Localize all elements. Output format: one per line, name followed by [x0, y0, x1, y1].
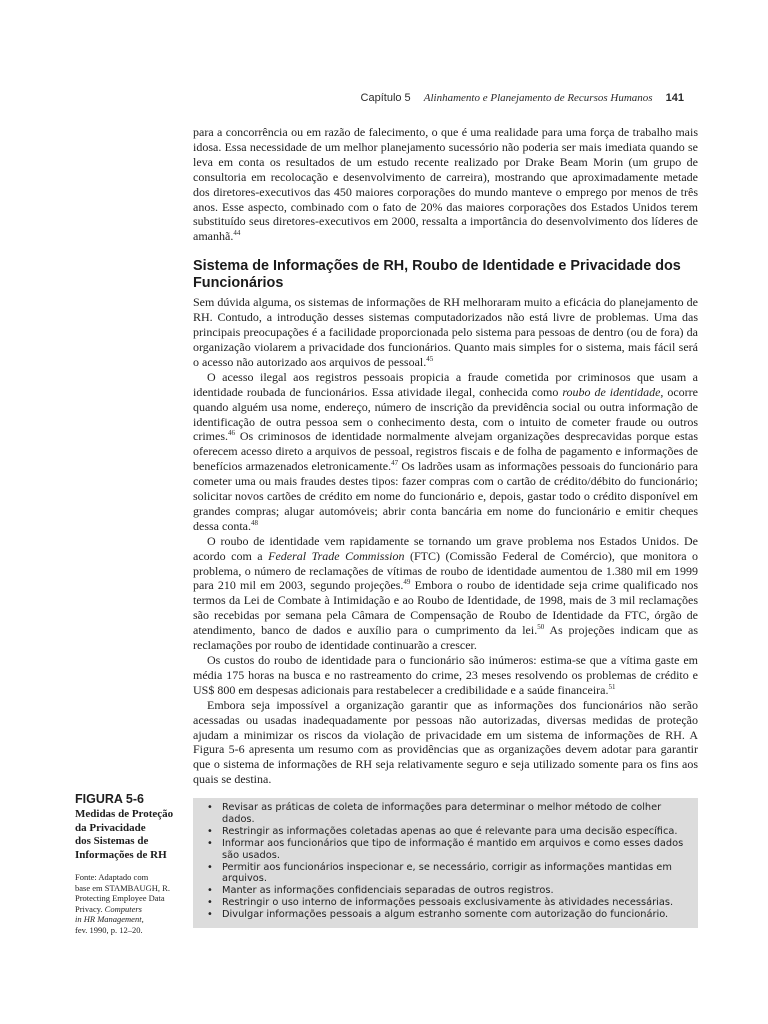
figure-source: Fonte: Adaptado com base em STAMBAUGH, R. Protecting Employee Data Privacy. Computers in HR Management, fev. 1990, p. 12–20. — [75, 872, 170, 935]
footnote-ref: 46 — [228, 429, 235, 438]
page-number: 141 — [665, 92, 684, 104]
footnote-ref: 47 — [391, 459, 399, 468]
list-item: • Restringir as informações coletadas apenas ao que é relevante para uma decisão específica. — [207, 825, 678, 837]
bullet-icon: • — [207, 825, 213, 837]
footnote-ref: 50 — [537, 623, 545, 632]
agency-name: Federal Trade Commission — [268, 548, 405, 563]
figure-caption — [75, 792, 193, 935]
section-paragraph-3: O roubo de identidade vem rapidamente se tornando um grave problema nos Estados Unidos. De acordo com a Federal Trade Commission (FTC) (Comissão Federal de Comércio), que monitora o problema, o número de reclamações de vítimas de roubo de identidade aumentou de 1.380 mil em 1999 para 210 mil em 2003, segundo projeções.$^{49}$ Embora o roubo de identidade seja crime qualificado nos termos da Lei de Combate à Intimidação e ao Roubo de Identidade, de 1998, mais de 3 mil reclamações são recebidas por semana pela Câmara de Compensação de Roubo de Identidade da FTC, órgão de atendimento, banco de dados e auxílio para o cumprimento da lei.$^{50}$ As projeções indicam que as reclamações por roubo de identidade continuarão a crescer. — [193, 533, 699, 653]
section-heading: Sistema de Informações de RH, Roubo de Identidade e Privacidade dos Funcionários — [193, 258, 681, 291]
running-header — [361, 92, 684, 104]
figure-box — [193, 798, 698, 928]
body-text — [193, 125, 698, 787]
bullet-icon: • — [207, 909, 213, 921]
emphasized-term: roubo de identidade — [562, 384, 661, 399]
bullet-icon: • — [207, 861, 213, 873]
footnote-ref: 51 — [608, 682, 616, 691]
bullet-icon: • — [207, 885, 213, 897]
chapter-label: Capítulo 5 — [360, 92, 411, 104]
figure-label: FIGURA 5-6 — [75, 792, 144, 806]
section-paragraph-2: O acesso ilegal aos registros pessoais propicia a fraude cometida por criminosos que usam a identidade roubada de funcionários. Essa atividade ilegal, conhecida como roubo de identidade, ocorre quando alguém usa nome, endereço, número de inscrição da previdência social ou outra informação de identificação de outra pessoa sem o conhecimento desta, com o intuito de cometer fraude ou outros crimes.$^{46}$ Os criminosos de identidade normalmente alvejam organizações desprecavidas porque estas oferecem acesso direto a arquivos de pessoal, registros fiscais e de folha de pagamento e informações de benefícios armazenados eletronicamente.$^{47}$ Os ladrões usam as informações pessoais do funcionário para cometer uma ou mais fraudes destes tipos: fazer compras com o cartão de crédito/débito do funcionário; solicitar novos cartões de crédito em nome do funcionário e, depois, gastar todo o crédito disponível em grandes compras; alugar automóveis; abrir conta bancária em nome do funcionário e emitir cheques dessa conta.$^{48}$ — [193, 369, 699, 533]
footnote-ref: 49 — [403, 578, 411, 587]
list-item: • Permitir aos funcionários inspecionar e, se necessário, corrigir as informações mantidas em arquivos. — [207, 861, 672, 885]
privacy-measures-list — [205, 802, 686, 921]
section-paragraph-5: Embora seja impossível a organização garantir que as informações dos funcionários não serão acessadas ou usadas inadequadamente por pessoas não autorizadas, diversas medidas de proteção ajudam a minimizar os riscos da violação de privacidade em um sistema de informações de RH. A Figura 5-6 apresenta um resumo com as providências que as organizações devem adotar para garantir que o sistema de informações de RH seja relativamente seguro e seja utilizado somente para os fins aos quais se destina. — [193, 697, 698, 787]
footnote-ref: 45 — [426, 354, 434, 363]
list-item: • Informar aos funcionários que tipo de informação é mantido em arquivos e como esses dados são usados. — [207, 837, 684, 861]
footnote-ref: 44 — [233, 229, 241, 238]
list-item: • Restringir o uso interno de informações pessoais exclusivamente às atividades necessárias. — [207, 897, 674, 909]
footnote-ref: 48 — [250, 518, 258, 527]
list-item: • Revisar as práticas de coleta de informações para determinar o melhor método de colher dados. — [207, 802, 662, 825]
bullet-icon: • — [207, 837, 213, 849]
section-paragraph-4: Os custos do roubo de identidade para o funcionário são inúmeros: estima-se que a vítima gaste em média 175 horas na busca e no rastreamento do crime, 23 meses resolvendo os problemas de crédito e US$ 800 em despesas adicionais para restabelecer a credibilidade e a saúde financeira.$^{51}$ — [193, 653, 698, 697]
chapter-title: Alinhamento e Planejamento de Recursos Humanos — [423, 92, 653, 104]
section-paragraph-1: Sem dúvida alguma, os sistemas de informações de RH melhoraram muito a eficácia do planejamento de RH. Contudo, a introdução desses sistemas computadorizados não está livre de problemas. Uma das principais preocupações é a facilidade proporcionada pelo sistema para pessoas de dentro (ou de fora) da organização violarem a privacidade dos funcionários. Quanto mais simples for o sistema, mais fácil será o acesso não autorizado aos arquivos de pessoal.$^{45}$ — [193, 295, 698, 369]
figure-title: Medidas de Proteção da Privacidade dos Sistemas de Informações de RH — [75, 808, 174, 861]
list-item: • Divulgar informações pessoais a algum estranho somente com autorização do funcionário. — [207, 909, 669, 921]
bullet-icon: • — [207, 897, 213, 909]
intro-paragraph: para a concorrência ou em razão de falecimento, o que é uma realidade para uma força de trabalho mais idosa. Essa necessidade de um melhor planejamento sucessório não poderia ser mais imediata quando se leva em conta os resultados de um estudo recente realizado por Drake Beam Morin (um grupo de consultoria em recolocação e desenvolvimento de carreira), mostrando que aproximadamente metade dos diretores-executivos das 450 maiores corporações do mundo manteve o emprego por menos de três anos. Esse aspecto, combinado com o fato de 20% das maiores corporações dos Estados Unidos terem substituído seus diretores-executivos em 2000, ressalta a importância do desenvolvimento dos líderes de amanhã.$^{44}$ — [193, 125, 698, 244]
list-item: • Manter as informações confidenciais separadas de outros registros. — [207, 885, 554, 897]
bullet-icon: • — [207, 802, 213, 813]
